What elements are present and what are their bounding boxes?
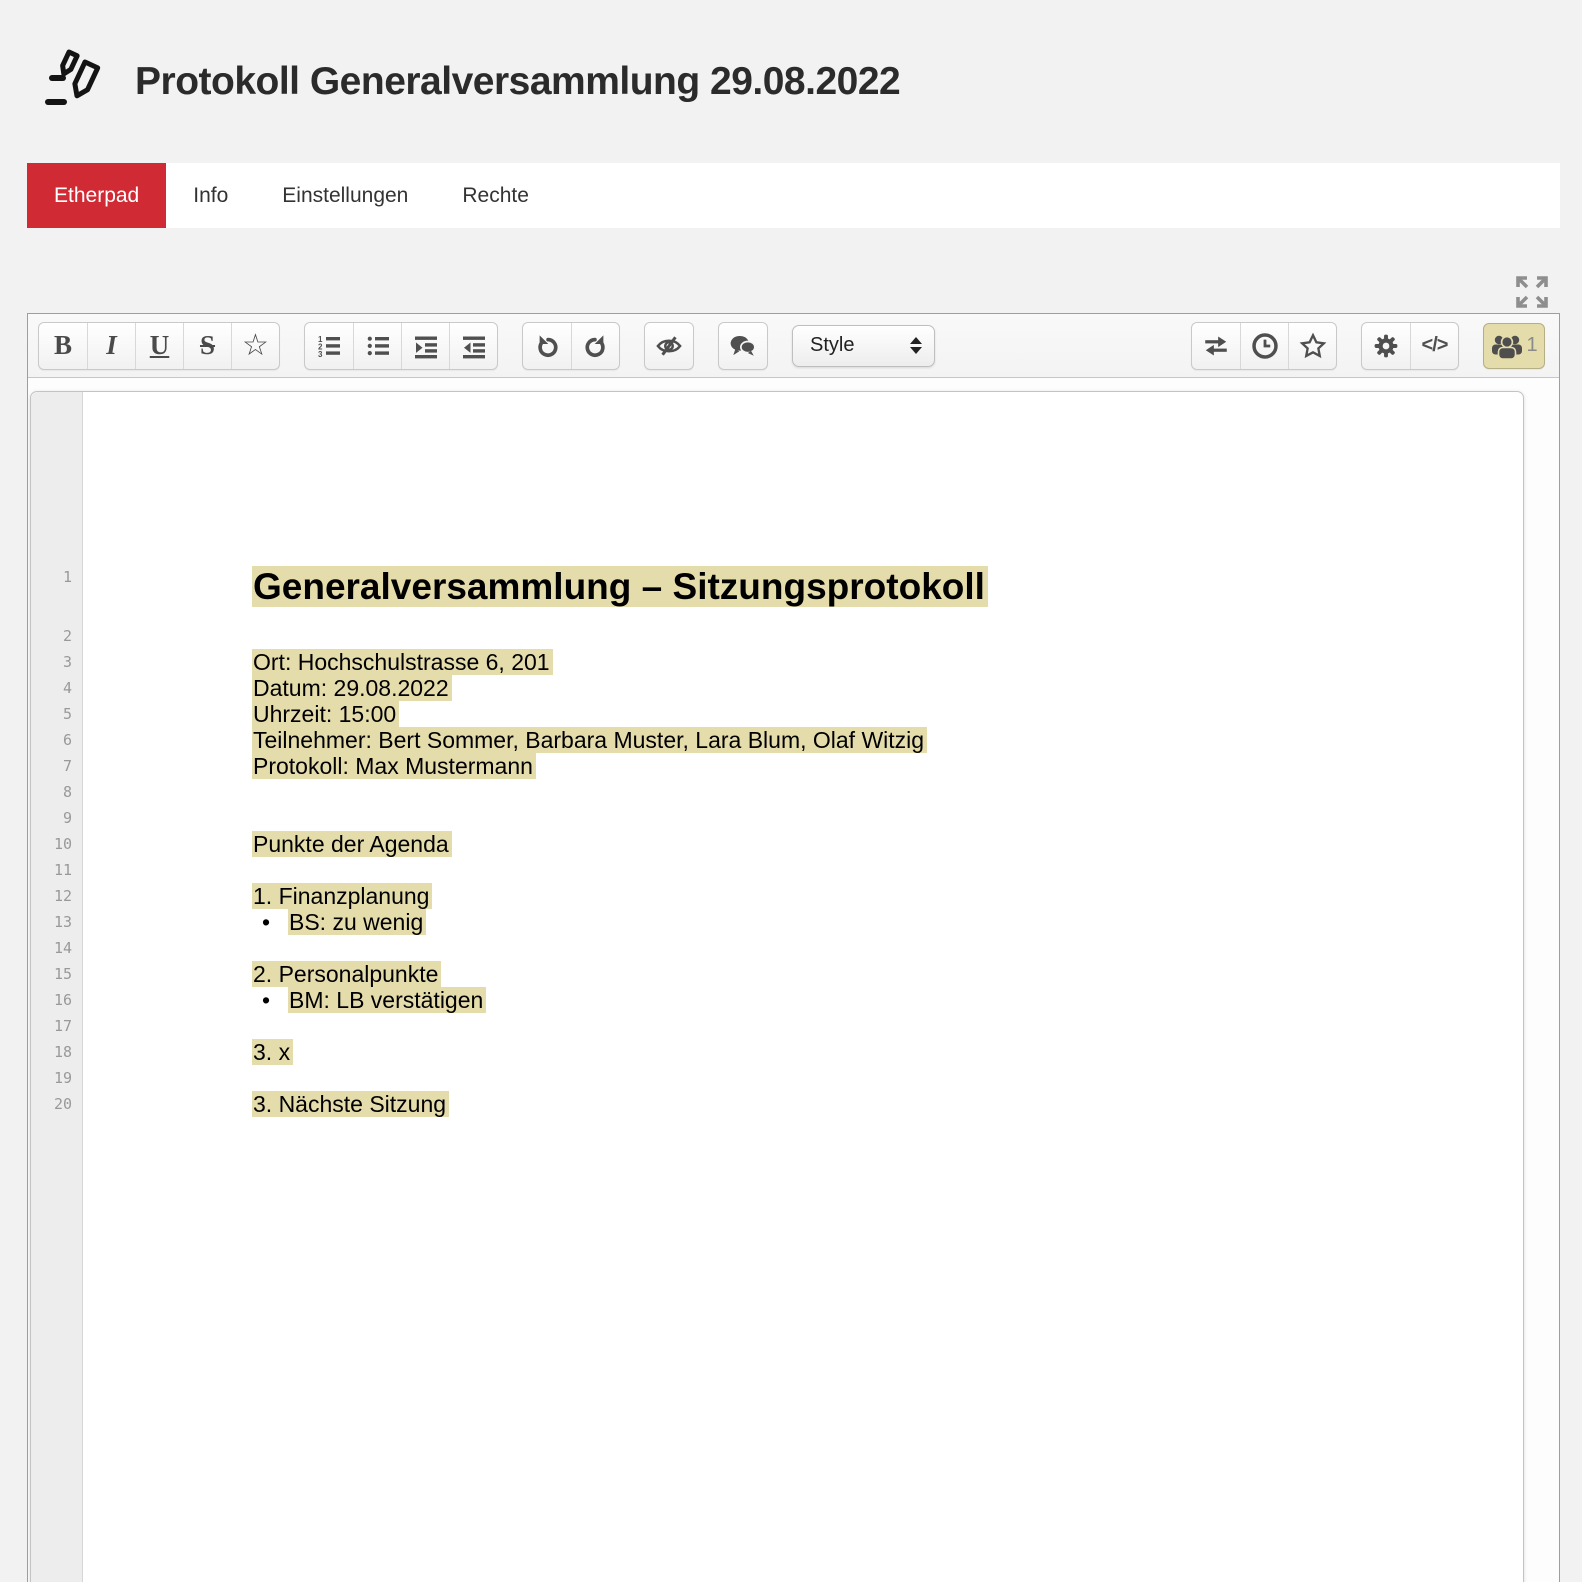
line-text: BS: zu wenig [288, 909, 426, 935]
redo-icon [583, 333, 609, 359]
bullet-icon: • [262, 909, 271, 935]
line-text: Datum: 29.08.2022 [252, 675, 452, 701]
timeslider-button[interactable] [1240, 323, 1288, 369]
ordered-list-icon [316, 333, 342, 359]
pad-title: Protokoll Generalversammlung 29.08.2022 [135, 59, 901, 103]
show-users-button[interactable] [1483, 323, 1545, 369]
line-text: Protokoll: Max Mustermann [252, 753, 536, 779]
outdent-button[interactable] [449, 323, 497, 369]
settings-button[interactable] [1362, 323, 1410, 369]
doc-line[interactable] [31, 805, 1523, 831]
indent-button[interactable] [401, 323, 449, 369]
line-content[interactable] [83, 805, 1523, 831]
underline-button[interactable] [135, 323, 183, 369]
doc-line[interactable] [31, 1065, 1523, 1091]
svg-text:1: 1 [318, 334, 323, 344]
comment-icon [729, 332, 757, 360]
line-content[interactable] [83, 987, 1523, 1013]
line-number: 12 [53, 887, 72, 905]
doc-line[interactable] [31, 1039, 1523, 1065]
line-text: Punkte der Agenda [252, 831, 452, 857]
line-content[interactable] [83, 675, 1523, 701]
tab-rechte[interactable]: Rechte [462, 183, 529, 207]
line-number: 9 [62, 809, 72, 827]
bold-button[interactable] [39, 323, 87, 369]
tab-info[interactable]: Info [193, 183, 229, 207]
pad-header [0, 0, 1582, 163]
bullet-icon: • [262, 987, 271, 1013]
comment-group [718, 322, 768, 370]
comment-button[interactable] [719, 323, 767, 369]
doc-line[interactable] [31, 1091, 1523, 1117]
doc-line[interactable] [31, 727, 1523, 753]
save-revision-button[interactable] [1288, 323, 1336, 369]
strikethrough-icon: S [199, 330, 216, 360]
italic-icon: I [106, 330, 117, 360]
line-content[interactable] [83, 1013, 1523, 1039]
svg-text:2: 2 [318, 342, 323, 351]
select-arrows-icon [910, 337, 922, 354]
line-number: 8 [62, 783, 72, 801]
line-number: 6 [62, 731, 72, 749]
line-number: 15 [53, 965, 72, 983]
line-content[interactable] [83, 564, 1523, 609]
line-content[interactable] [83, 935, 1523, 961]
line-content[interactable] [83, 909, 1523, 935]
line-number: 3 [62, 653, 72, 671]
line-content[interactable] [83, 1065, 1523, 1091]
line-number: 5 [62, 705, 72, 723]
document-page[interactable] [30, 391, 1524, 1582]
doc-line[interactable] [31, 961, 1523, 987]
star-icon: ☆ [242, 328, 269, 362]
line-number: 18 [53, 1043, 72, 1061]
doc-line[interactable] [31, 701, 1523, 727]
undo-redo-group [522, 322, 620, 370]
redo-button[interactable] [571, 323, 619, 369]
ordered-list-button[interactable] [305, 323, 353, 369]
doc-line[interactable] [31, 987, 1523, 1013]
line-content[interactable] [83, 779, 1523, 805]
line-content[interactable] [83, 961, 1523, 987]
line-number: 19 [53, 1069, 72, 1087]
line-content[interactable] [83, 857, 1523, 883]
line-text: 2. Personalpunkte [252, 961, 441, 987]
line-text: 3. x [252, 1039, 293, 1065]
editor-toolbar [28, 314, 1559, 378]
outdent-icon [461, 333, 487, 359]
doc-line[interactable] [31, 564, 1523, 623]
strikethrough-button[interactable] [183, 323, 231, 369]
doc-line[interactable] [31, 623, 1523, 649]
bullet-list-icon [365, 333, 391, 359]
line-content[interactable] [83, 753, 1523, 779]
line-content[interactable] [83, 623, 1523, 649]
line-number: 20 [53, 1095, 72, 1113]
line-text: 3. Nächste Sitzung [252, 1091, 449, 1117]
gear-icon [1373, 333, 1399, 359]
swap-arrows-icon [1202, 332, 1230, 360]
line-content[interactable] [83, 727, 1523, 753]
line-content[interactable] [83, 883, 1523, 909]
italic-button[interactable] [87, 323, 135, 369]
tab-einstellungen[interactable]: Einstellungen [282, 183, 409, 207]
line-content[interactable] [83, 1039, 1523, 1065]
doc-line[interactable] [31, 883, 1523, 909]
doc-line[interactable] [31, 935, 1523, 961]
tab-bar [27, 163, 1560, 228]
bullet-list-button[interactable] [353, 323, 401, 369]
line-number: 17 [53, 1017, 72, 1035]
fullscreen-icon[interactable] [1514, 274, 1550, 310]
svg-text:3: 3 [318, 349, 323, 359]
indent-icon [413, 333, 439, 359]
style-dropdown-label: Style [810, 334, 855, 356]
etherpad-editor [27, 313, 1560, 1582]
embed-share-button[interactable] [1410, 323, 1458, 369]
format-button-group [38, 322, 280, 370]
users-icon [1490, 332, 1524, 360]
page-area [28, 378, 1559, 1582]
doc-line[interactable] [31, 675, 1523, 701]
line-number: 16 [53, 991, 72, 1009]
embed-code-icon: </> [1421, 334, 1448, 356]
doc-line[interactable] [31, 857, 1523, 883]
authorship-group [644, 322, 694, 370]
line-number: 13 [53, 913, 72, 931]
line-number: 10 [53, 835, 72, 853]
undo-button[interactable] [523, 323, 571, 369]
line-text: Uhrzeit: 15:00 [252, 701, 399, 727]
doc-line[interactable] [31, 1013, 1523, 1039]
line-number: 7 [62, 757, 72, 775]
line-number: 14 [53, 939, 72, 957]
line-text: BM: LB verstätigen [288, 987, 486, 1013]
bold-icon: B [53, 330, 72, 360]
pad-tools-group [1191, 322, 1337, 370]
doc-line[interactable] [31, 649, 1523, 675]
doc-line[interactable] [31, 831, 1523, 857]
line-number: 2 [62, 627, 72, 645]
clock-icon [1251, 332, 1279, 360]
line-number: 11 [53, 861, 72, 879]
line-content[interactable] [83, 701, 1523, 727]
line-content[interactable] [83, 1091, 1523, 1117]
star-outline-icon [1299, 332, 1327, 360]
etherpad-logo-icon [45, 45, 115, 119]
line-content[interactable] [83, 649, 1523, 675]
list-button-group [304, 322, 498, 370]
line-number: 4 [62, 679, 72, 697]
doc-line[interactable] [31, 909, 1523, 935]
line-text: 1. Finanzplanung [252, 883, 432, 909]
underline-icon: U [149, 330, 170, 360]
line-text: Ort: Hochschulstrasse 6, 201 [252, 649, 553, 675]
line-content[interactable] [83, 831, 1523, 857]
style-dropdown[interactable] [792, 325, 935, 367]
undo-icon [534, 333, 560, 359]
line-text: Generalversammlung – Sitzungsprotokoll [252, 566, 988, 607]
import-export-button[interactable] [1192, 323, 1240, 369]
favorite-style-button[interactable] [231, 323, 279, 369]
tab-etherpad[interactable]: Etherpad [27, 163, 166, 228]
doc-line[interactable] [31, 779, 1523, 805]
eye-slash-icon [655, 332, 683, 360]
doc-lines[interactable] [31, 392, 1523, 1117]
doc-line[interactable] [31, 753, 1523, 779]
line-text: Teilnehmer: Bert Sommer, Barbara Muster, Lara Blum, Olaf Witzig [252, 727, 927, 753]
editor-top-row [27, 228, 1560, 313]
clear-authorship-button[interactable] [645, 323, 693, 369]
settings-group [1361, 322, 1459, 370]
line-number: 1 [62, 568, 72, 586]
user-count: 1 [1526, 334, 1538, 356]
